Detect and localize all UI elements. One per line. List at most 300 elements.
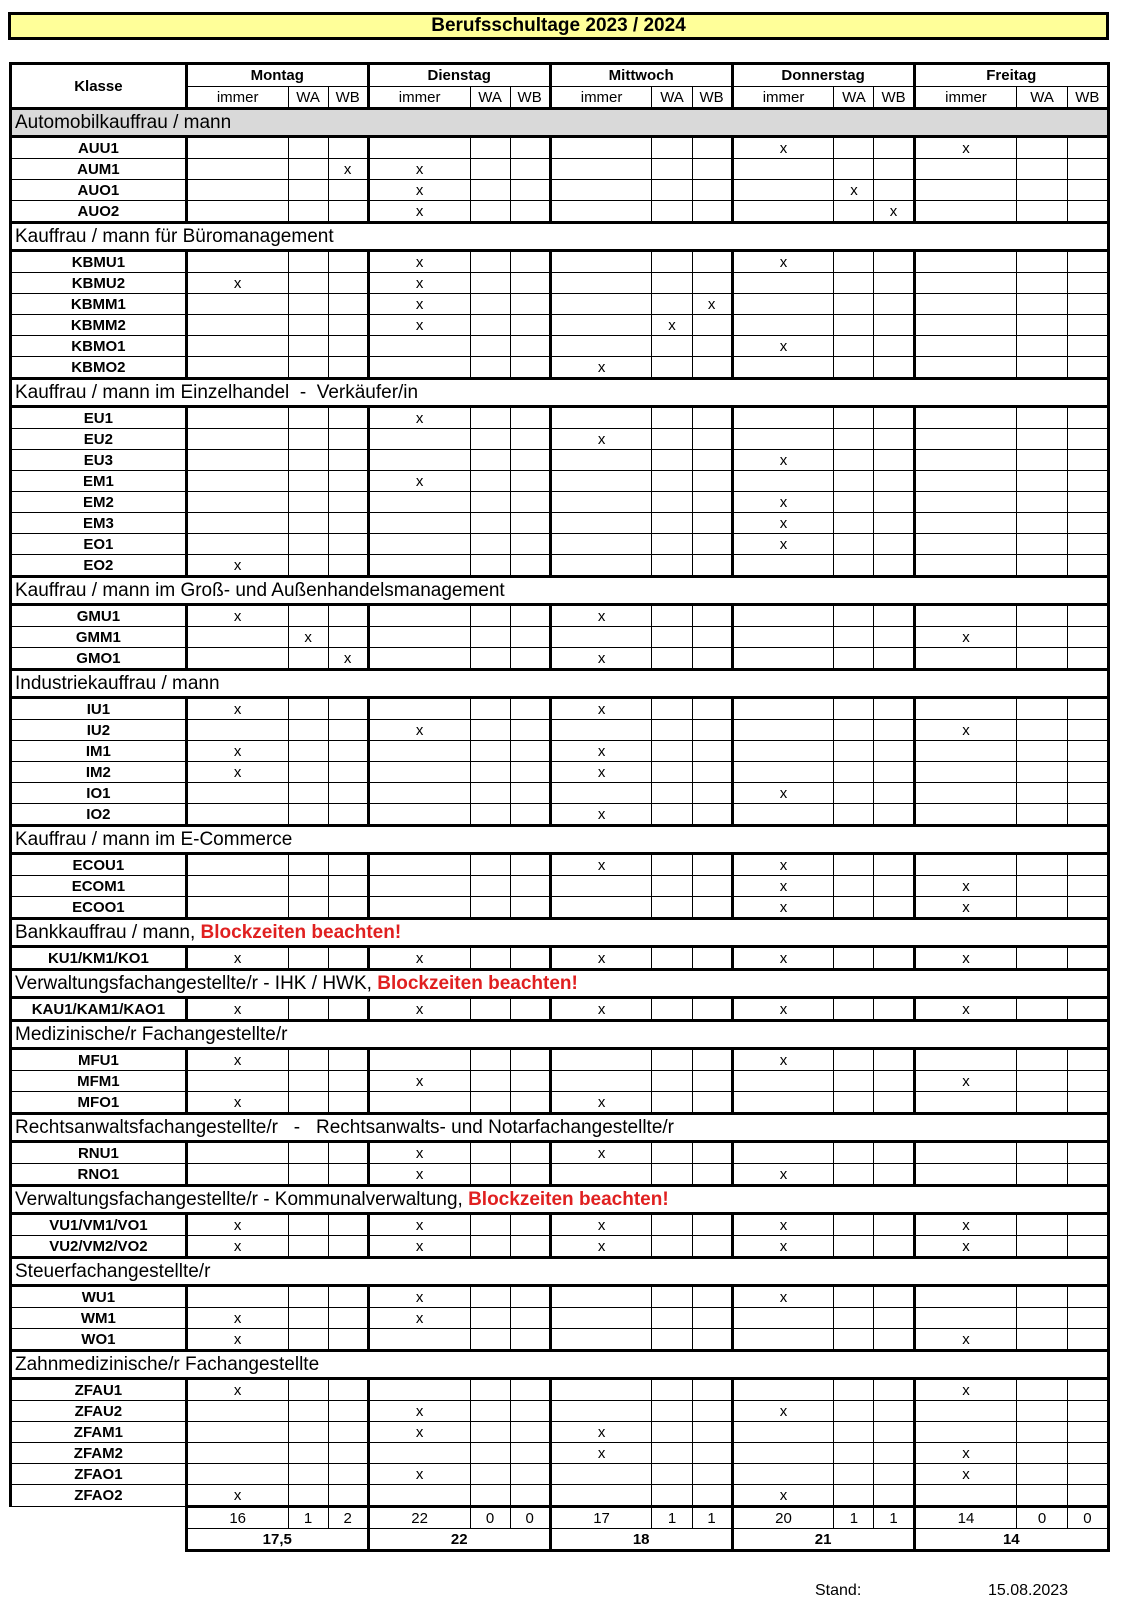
schedule-cell: [186, 294, 288, 315]
schedule-cell: [692, 1236, 732, 1258]
schedule-cell: [834, 273, 874, 294]
schedule-cell: [652, 555, 692, 577]
schedule-cell: [510, 450, 550, 471]
schedule-cell: [874, 429, 914, 450]
schedule-cell: [328, 492, 368, 513]
table-row: [11, 762, 1109, 783]
schedule-cell: [288, 741, 328, 762]
schedule-cell: [510, 783, 550, 804]
schedule-cell: [692, 1214, 732, 1236]
schedule-cell: x: [550, 947, 652, 970]
schedule-cell: [914, 854, 1017, 876]
schedule-cell: [732, 605, 834, 627]
schedule-cell: [732, 159, 834, 180]
schedule-cell: x: [368, 201, 470, 223]
schedule-cell: [470, 876, 510, 897]
schedule-cell: [470, 450, 510, 471]
schedule-cell: [510, 180, 550, 201]
klasse-cell: MFO1: [11, 1092, 187, 1114]
schedule-cell: x: [692, 294, 732, 315]
schedule-cell: [510, 1236, 550, 1258]
schedule-cell: [510, 876, 550, 897]
schedule-cell: [692, 1422, 732, 1443]
schedule-cell: [652, 534, 692, 555]
schedule-cell: x: [732, 1236, 834, 1258]
schedule-cell: [834, 1401, 874, 1422]
blockzeiten-warning: Blockzeiten beachten!: [200, 922, 402, 943]
schedule-cell: x: [550, 648, 652, 670]
klasse-cell: EU1: [11, 407, 187, 429]
schedule-cell: [510, 1422, 550, 1443]
schedule-cell: [1067, 648, 1108, 670]
schedule-cell: [732, 1142, 834, 1164]
schedule-cell: [874, 998, 914, 1021]
schedule-cell: [1017, 698, 1067, 720]
schedule-cell: [834, 762, 874, 783]
schedule-cell: [550, 783, 652, 804]
table-row: [11, 534, 1109, 555]
schedule-cell: [1067, 159, 1108, 180]
table-row: [11, 294, 1109, 315]
schedule-cell: [328, 1214, 368, 1236]
sub-header-immer: immer: [550, 87, 652, 109]
schedule-cell: [914, 804, 1017, 826]
schedule-cell: [692, 336, 732, 357]
schedule-cell: [692, 897, 732, 919]
schedule-cell: [1067, 783, 1108, 804]
schedule-cell: [328, 627, 368, 648]
schedule-cell: [368, 804, 470, 826]
section-title: [11, 970, 1109, 998]
schedule-cell: [914, 492, 1017, 513]
schedule-cell: [834, 1164, 874, 1186]
klasse-cell: MFU1: [11, 1049, 187, 1071]
sub-header-wa: WA: [288, 87, 328, 109]
schedule-cell: [1017, 1379, 1067, 1401]
schedule-cell: [652, 1049, 692, 1071]
schedule-cell: [874, 534, 914, 555]
schedule-cell: [914, 450, 1017, 471]
section-title: [11, 379, 1109, 407]
schedule-cell: [368, 1049, 470, 1071]
schedule-cell: [510, 201, 550, 223]
schedule-cell: [510, 648, 550, 670]
schedule-cell: [1067, 1379, 1108, 1401]
schedule-cell: [1067, 605, 1108, 627]
schedule-cell: [834, 407, 874, 429]
schedule-cell: [834, 1443, 874, 1464]
schedule-cell: [834, 1049, 874, 1071]
schedule-cell: [1067, 534, 1108, 555]
schedule-cell: [186, 1401, 288, 1422]
schedule-cell: [328, 555, 368, 577]
schedule-cell: [328, 180, 368, 201]
schedule-cell: [692, 1308, 732, 1329]
schedule-cell: [550, 555, 652, 577]
schedule-cell: [652, 201, 692, 223]
schedule-cell: [692, 648, 732, 670]
schedule-cell: [652, 1071, 692, 1092]
schedule-cell: [470, 555, 510, 577]
schedule-cell: [288, 251, 328, 273]
schedule-cell: x: [914, 1464, 1017, 1485]
schedule-cell: [510, 1308, 550, 1329]
schedule-cell: [652, 1464, 692, 1485]
schedule-cell: [1017, 1286, 1067, 1308]
schedule-cell: [470, 1379, 510, 1401]
table-row: [11, 876, 1109, 897]
section-title-text: Bankkauffrau / mann,: [15, 922, 201, 943]
schedule-cell: x: [368, 273, 470, 294]
schedule-cell: [1067, 876, 1108, 897]
total-cell: 20: [732, 1507, 834, 1529]
schedule-cell: [874, 947, 914, 970]
schedule-cell: [692, 854, 732, 876]
schedule-cell: [470, 698, 510, 720]
table-row: [11, 698, 1109, 720]
day-total-cell: 22: [368, 1529, 550, 1551]
schedule-cell: [550, 1286, 652, 1308]
schedule-cell: x: [368, 294, 470, 315]
schedule-cell: [328, 998, 368, 1021]
schedule-cell: x: [328, 648, 368, 670]
schedule-cell: x: [186, 1049, 288, 1071]
klasse-cell: AUU1: [11, 137, 187, 159]
schedule-cell: [692, 783, 732, 804]
table-row: [11, 1379, 1109, 1401]
schedule-cell: [510, 854, 550, 876]
schedule-cell: [652, 762, 692, 783]
schedule-cell: [692, 1092, 732, 1114]
klasse-cell: IO2: [11, 804, 187, 826]
table-row: [11, 137, 1109, 159]
schedule-cell: [692, 1049, 732, 1071]
schedule-cell: [550, 1485, 652, 1507]
schedule-cell: [1017, 251, 1067, 273]
schedule-cell: [732, 741, 834, 762]
schedule-cell: [186, 450, 288, 471]
schedule-cell: [470, 1164, 510, 1186]
klasse-cell: KBMM1: [11, 294, 187, 315]
schedule-cell: [328, 1422, 368, 1443]
table-row: [11, 1049, 1109, 1071]
schedule-cell: [732, 804, 834, 826]
schedule-cell: x: [288, 627, 328, 648]
total-cell: 1: [874, 1507, 914, 1529]
schedule-cell: [914, 555, 1017, 577]
section-header: [11, 1021, 1109, 1049]
table-row: [11, 627, 1109, 648]
klasse-cell: KBMM2: [11, 315, 187, 336]
schedule-cell: [288, 450, 328, 471]
schedule-cell: [1067, 450, 1108, 471]
schedule-cell: [914, 1308, 1017, 1329]
schedule-cell: [368, 1485, 470, 1507]
klasse-cell: GMM1: [11, 627, 187, 648]
schedule-cell: [328, 947, 368, 970]
schedule-cell: [510, 804, 550, 826]
schedule-cell: [1067, 429, 1108, 450]
schedule-cell: x: [186, 1236, 288, 1258]
schedule-cell: [732, 698, 834, 720]
schedule-cell: [1017, 315, 1067, 336]
schedule-cell: [874, 159, 914, 180]
section-title-text: Industriekauffrau / mann: [15, 673, 220, 694]
schedule-cell: x: [368, 159, 470, 180]
schedule-cell: [470, 294, 510, 315]
day-header-freitag: Freitag: [914, 64, 1108, 87]
schedule-cell: [510, 513, 550, 534]
total-cell: 14: [914, 1507, 1017, 1529]
klasse-cell: KU1/KM1/KO1: [11, 947, 187, 970]
schedule-cell: [732, 1464, 834, 1485]
schedule-cell: [874, 783, 914, 804]
schedule-cell: [834, 1329, 874, 1351]
schedule-cell: [652, 1443, 692, 1464]
schedule-cell: [692, 741, 732, 762]
schedule-cell: [874, 1464, 914, 1485]
day-header-row: [11, 64, 1109, 87]
section-title: [11, 1021, 1109, 1049]
schedule-cell: x: [732, 1049, 834, 1071]
schedule-cell: [550, 534, 652, 555]
schedule-cell: [1017, 180, 1067, 201]
schedule-cell: x: [874, 201, 914, 223]
klasse-cell: ECOO1: [11, 897, 187, 919]
schedule-cell: x: [186, 605, 288, 627]
schedule-cell: [652, 605, 692, 627]
schedule-cell: [692, 492, 732, 513]
schedule-cell: [1017, 1092, 1067, 1114]
schedule-cell: [186, 876, 288, 897]
table-row: [11, 804, 1109, 826]
schedule-cell: [186, 357, 288, 379]
schedule-cell: x: [368, 407, 470, 429]
schedule-cell: [288, 201, 328, 223]
schedule-cell: x: [914, 720, 1017, 741]
schedule-cell: [550, 336, 652, 357]
klasse-cell: KAU1/KAM1/KAO1: [11, 998, 187, 1021]
schedule-cell: [1017, 998, 1067, 1021]
klasse-header: Klasse: [11, 64, 187, 109]
schedule-cell: x: [368, 471, 470, 492]
schedule-cell: [1017, 1422, 1067, 1443]
klasse-cell: ZFAO1: [11, 1464, 187, 1485]
schedule-cell: [1017, 762, 1067, 783]
schedule-cell: [288, 1286, 328, 1308]
table-row: [11, 159, 1109, 180]
schedule-cell: [186, 251, 288, 273]
schedule-body: [11, 109, 1109, 1551]
schedule-cell: [510, 273, 550, 294]
schedule-cell: [510, 294, 550, 315]
section-title: [11, 919, 1109, 947]
schedule-cell: [510, 407, 550, 429]
schedule-cell: [288, 1379, 328, 1401]
schedule-cell: [328, 137, 368, 159]
schedule-cell: [1067, 471, 1108, 492]
section-header: [11, 577, 1109, 605]
schedule-cell: x: [652, 315, 692, 336]
schedule-cell: [1067, 1092, 1108, 1114]
schedule-cell: [1067, 1329, 1108, 1351]
schedule-cell: [1067, 273, 1108, 294]
schedule-cell: x: [550, 605, 652, 627]
schedule-cell: [328, 1071, 368, 1092]
schedule-cell: [510, 1164, 550, 1186]
schedule-cell: [874, 762, 914, 783]
schedule-cell: [550, 627, 652, 648]
schedule-cell: x: [732, 492, 834, 513]
section-header: [11, 1351, 1109, 1379]
schedule-cell: [692, 1485, 732, 1507]
klasse-cell: ZFAO2: [11, 1485, 187, 1507]
schedule-cell: [652, 1286, 692, 1308]
klasse-cell: KBMU2: [11, 273, 187, 294]
klasse-cell: ZFAU2: [11, 1401, 187, 1422]
schedule-cell: [470, 762, 510, 783]
schedule-cell: [732, 180, 834, 201]
schedule-cell: [368, 762, 470, 783]
schedule-cell: [914, 294, 1017, 315]
sub-header-wb: WB: [874, 87, 914, 109]
schedule-cell: [186, 1464, 288, 1485]
schedule-cell: [510, 315, 550, 336]
schedule-cell: [328, 783, 368, 804]
schedule-cell: [1067, 897, 1108, 919]
schedule-cell: [470, 1422, 510, 1443]
schedule-cell: [510, 1049, 550, 1071]
schedule-cell: [510, 1214, 550, 1236]
schedule-cell: [550, 450, 652, 471]
klasse-cell: KBMO2: [11, 357, 187, 379]
schedule-cell: [874, 251, 914, 273]
schedule-cell: [470, 357, 510, 379]
table-row: [11, 513, 1109, 534]
klasse-cell: WM1: [11, 1308, 187, 1329]
sub-header-wb: WB: [692, 87, 732, 109]
schedule-cell: [510, 1286, 550, 1308]
section-header: [11, 826, 1109, 854]
schedule-cell: x: [368, 1308, 470, 1329]
schedule-cell: [328, 1329, 368, 1351]
total-cell: 0: [1017, 1507, 1067, 1529]
schedule-cell: [732, 357, 834, 379]
schedule-cell: [652, 741, 692, 762]
schedule-cell: x: [550, 1443, 652, 1464]
klasse-cell: MFM1: [11, 1071, 187, 1092]
schedule-cell: [186, 1164, 288, 1186]
schedule-cell: [1067, 513, 1108, 534]
schedule-cell: [1067, 251, 1108, 273]
table-row: [11, 251, 1109, 273]
schedule-cell: [550, 1401, 652, 1422]
schedule-cell: [732, 273, 834, 294]
schedule-cell: [874, 1164, 914, 1186]
schedule-cell: [834, 450, 874, 471]
schedule-cell: [470, 1308, 510, 1329]
schedule-cell: [874, 1485, 914, 1507]
total-cell: 17: [550, 1507, 652, 1529]
schedule-cell: [914, 762, 1017, 783]
schedule-cell: [834, 294, 874, 315]
schedule-cell: [368, 1092, 470, 1114]
schedule-cell: [874, 698, 914, 720]
klasse-cell: AUO2: [11, 201, 187, 223]
schedule-cell: [470, 1071, 510, 1092]
schedule-cell: [834, 357, 874, 379]
schedule-cell: [834, 1379, 874, 1401]
schedule-cell: [510, 251, 550, 273]
schedule-cell: [288, 534, 328, 555]
klasse-cell: ZFAM2: [11, 1443, 187, 1464]
schedule-cell: [470, 273, 510, 294]
klasse-cell: ZFAU1: [11, 1379, 187, 1401]
schedule-cell: [1067, 1464, 1108, 1485]
schedule-cell: x: [914, 1071, 1017, 1092]
schedule-cell: [328, 1443, 368, 1464]
schedule-cell: [288, 1401, 328, 1422]
sub-header-immer: immer: [914, 87, 1017, 109]
schedule-cell: [834, 897, 874, 919]
schedule-cell: [510, 555, 550, 577]
schedule-cell: [550, 294, 652, 315]
schedule-cell: [288, 804, 328, 826]
schedule-cell: [328, 513, 368, 534]
schedule-cell: [1067, 294, 1108, 315]
stand-label: Stand:: [815, 1582, 862, 1599]
schedule-cell: [874, 720, 914, 741]
schedule-cell: [550, 1464, 652, 1485]
schedule-cell: x: [368, 1214, 470, 1236]
schedule-cell: [288, 1236, 328, 1258]
schedule-cell: [510, 1071, 550, 1092]
schedule-cell: [874, 294, 914, 315]
schedule-cell: [692, 1164, 732, 1186]
schedule-cell: [510, 336, 550, 357]
schedule-cell: [914, 273, 1017, 294]
schedule-cell: x: [368, 720, 470, 741]
section-title-text: Kauffrau / mann im E-Commerce: [15, 829, 293, 850]
schedule-cell: [834, 1485, 874, 1507]
total-cell: 1: [692, 1507, 732, 1529]
sub-header-wb: WB: [510, 87, 550, 109]
schedule-cell: [1017, 1049, 1067, 1071]
schedule-cell: [1017, 555, 1067, 577]
schedule-cell: [1017, 1443, 1067, 1464]
schedule-cell: x: [732, 336, 834, 357]
section-title: [11, 1114, 1109, 1142]
schedule-cell: x: [732, 876, 834, 897]
schedule-cell: [550, 315, 652, 336]
schedule-cell: [288, 605, 328, 627]
schedule-cell: [550, 1329, 652, 1351]
schedule-cell: [550, 201, 652, 223]
schedule-cell: [328, 471, 368, 492]
total-cell: 22: [368, 1507, 470, 1529]
schedule-cell: x: [368, 1401, 470, 1422]
schedule-cell: [874, 854, 914, 876]
schedule-cell: [510, 1443, 550, 1464]
sub-header-wa: WA: [1017, 87, 1067, 109]
schedule-cell: [1067, 1214, 1108, 1236]
schedule-cell: [510, 471, 550, 492]
klasse-cell: WU1: [11, 1286, 187, 1308]
schedule-cell: [1067, 1485, 1108, 1507]
klasse-cell: ECOM1: [11, 876, 187, 897]
schedule-cell: [550, 251, 652, 273]
schedule-cell: [186, 471, 288, 492]
